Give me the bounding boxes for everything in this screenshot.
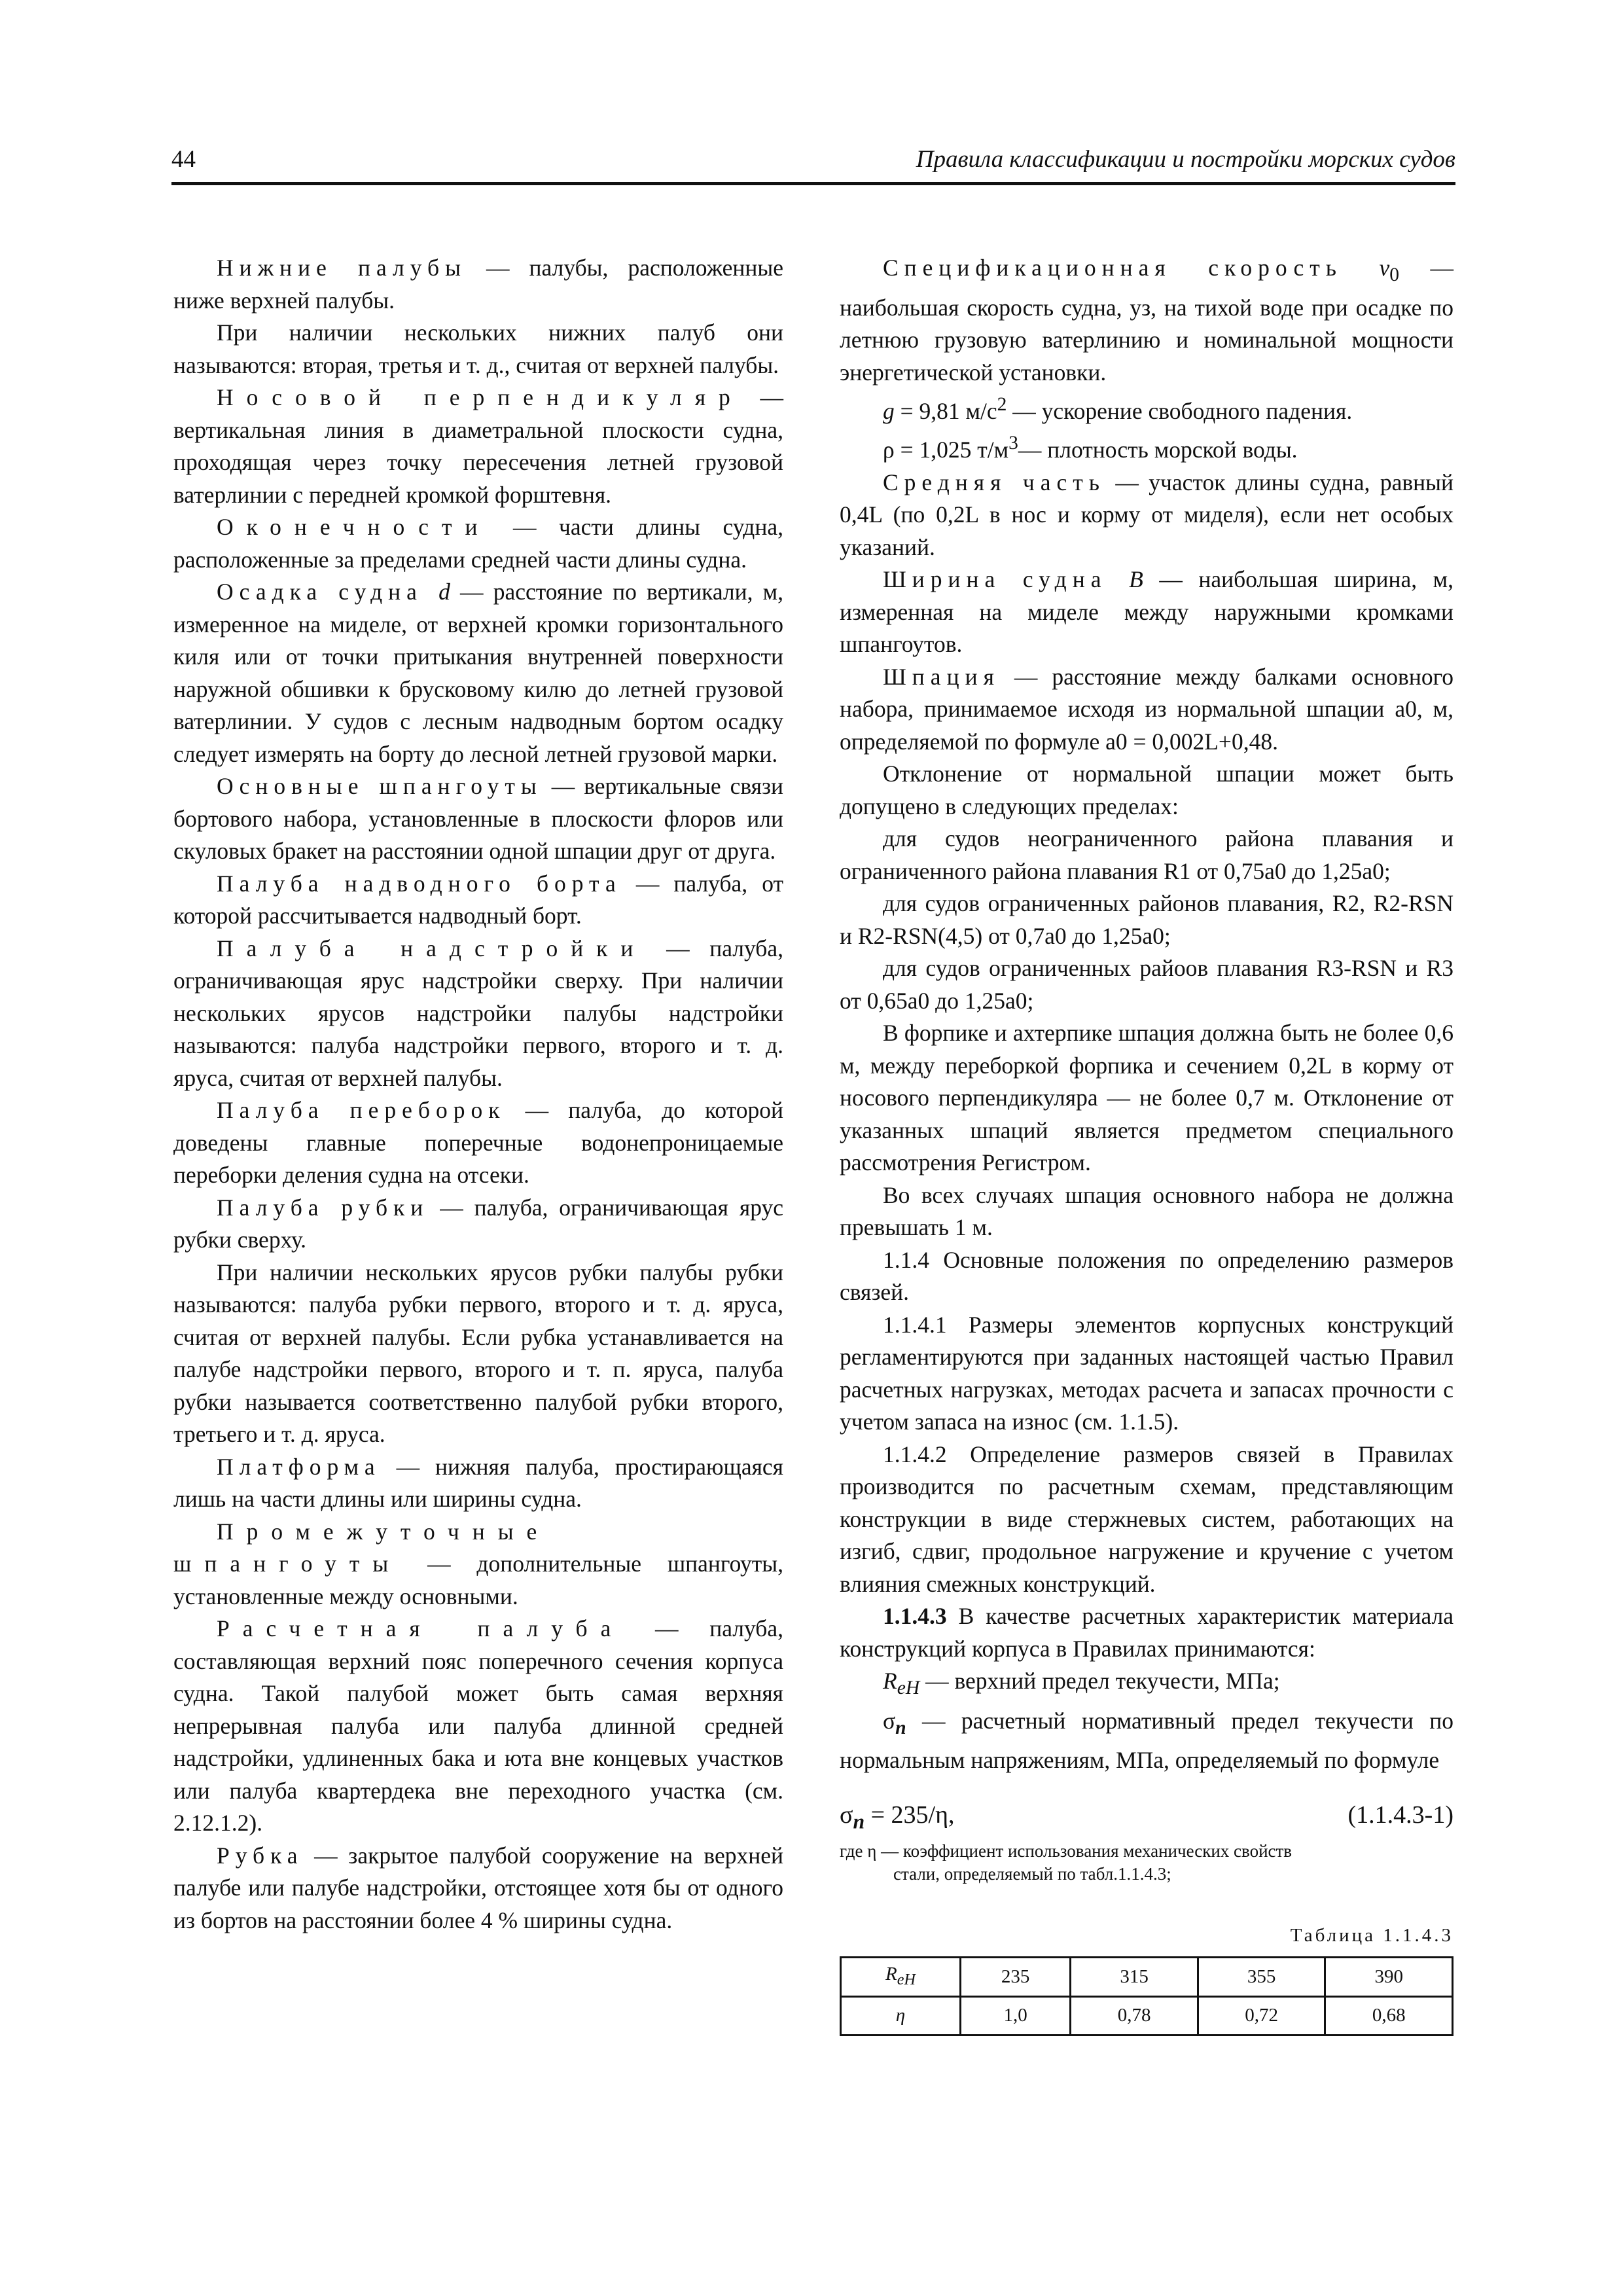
data-table	[840, 1956, 1454, 2036]
paragraph: 1.1.4.1 Размеры элементов корпусных конструкций регламентируются при заданных настоящей частью Правил расчетных нагрузках, методах расчета и запасах прочности с учетом запаса на износ (см. 1.1.5).	[840, 1311, 1454, 1435]
term: Нижние палубы	[217, 255, 467, 281]
term: Палуба надводного борта	[217, 870, 622, 897]
definition-text: — нижняя палуба, простирающаяся лишь на части длины или ширины судна.	[173, 1453, 783, 1512]
definition-paragraph	[173, 1451, 783, 1516]
term: Средняя часть	[883, 469, 1105, 495]
note-line: стали, определяемый по табл.1.1.4.3;	[893, 1863, 1171, 1884]
definition-paragraph	[173, 382, 783, 511]
paragraph	[840, 1600, 1454, 1665]
table-cell: 390	[1325, 1957, 1453, 1996]
table-cell: 315	[1071, 1957, 1198, 1996]
page-header	[171, 145, 1455, 185]
definition-text: — расстояние между балками основного набора, принимаемое исходя из нормальной шпации a0, м, определяемой по формуле a0 = 0,002L+0,48.	[840, 663, 1454, 755]
definition-paragraph	[173, 868, 783, 933]
definition-paragraph	[840, 564, 1454, 661]
definition-paragraph	[173, 252, 783, 317]
formula-subscript: n	[853, 1810, 865, 1833]
table-row-label: η	[841, 1997, 961, 2036]
definition-text: — расстояние по вертикали, м, измеренное на миделе, от верхней кромки горизонтального киля или от точки притыкания внутренней поверхности наружной обшивки к брусковому килю до летней грузовой ватерлинии. У судов с лесным надводным бортом осадку следует измерять на борту до лесной летней грузовой марки.	[173, 579, 784, 767]
table-row	[841, 1997, 1453, 2036]
term: Носовой перпендикуляр	[217, 384, 743, 410]
definition-paragraph	[173, 1094, 783, 1192]
running-title: Правила классификации и постройки морских судов	[916, 146, 1455, 173]
definition-text: — дополнительные шпангоуты, установленные между основными.	[173, 1551, 783, 1609]
table-cell: 0,78	[1071, 1997, 1198, 2036]
term: Расчетная палуба	[217, 1615, 624, 1641]
definition-text: — участок длины судна, равный 0,4L (по 0,2L в нос и корму от миделя), если нет особых указаний.	[840, 469, 1454, 560]
note-line: где η — коэффициент использования механических свойств	[840, 1840, 1293, 1861]
term: Основные шпангоуты	[217, 773, 543, 799]
paragraph-text: В качестве расчетных характеристик материала конструкций корпуса в Правилах принимаются:	[840, 1603, 1454, 1662]
definition-text: — палуба, от которой рассчитывается надводный борт.	[173, 870, 783, 929]
symbol: d	[438, 579, 450, 605]
superscript: 2	[997, 394, 1007, 416]
paragraph: В форпике и ахтерпике шпация должна быть не более 0,6 м, между переборкой форпика и сечением 0,2L в корму от носового перпендикуляра — не более 0,7 м. Отклонение от указанных шпаций является предметом специального рассмотрения Регистром.	[840, 1020, 1454, 1176]
definition-text: — верхний предел текучести, МПа;	[919, 1668, 1280, 1695]
definition-paragraph	[840, 427, 1454, 466]
paragraph: для судов ограниченных районов плавания, R2, R2-RSN и R2-RSN(4,5) от 0,7a0 до 1,25a0;	[840, 890, 1454, 949]
subscript: eH	[897, 1677, 920, 1699]
term: Промежуточные шпангоуты	[173, 1518, 550, 1577]
definition-text: — наибольшая скорость судна, уз, на тихой воде при осадке по летнюю грузовую ватерлинию и номинальной мощности энергетической установки.	[840, 255, 1454, 386]
definition-paragraph	[840, 467, 1454, 564]
definition-paragraph	[840, 389, 1454, 427]
formula-symbol: σ	[840, 1801, 853, 1829]
definition-paragraph	[173, 511, 783, 576]
definition-paragraph	[173, 1840, 783, 1937]
symbol: σ	[883, 1707, 896, 1734]
term: Палуба надстройки	[217, 935, 647, 961]
formula	[840, 1799, 954, 1838]
term: Платформа	[217, 1453, 381, 1480]
symbol: R	[883, 1668, 897, 1695]
subscript: n	[895, 1717, 906, 1738]
symbol: B	[1129, 566, 1143, 593]
value: = 9,81 м/с	[894, 397, 997, 424]
formula-row	[840, 1799, 1454, 1840]
definition-text: — палуба, ограничивающая ярус надстройки сверху. При наличии нескольких ярусов надстройки палубы надстройки называются: палуба надстройки первого, второго и т. д. яруса, считая от верхней палубы.	[173, 935, 783, 1091]
term: Палуба переборок	[217, 1097, 506, 1123]
table-row	[841, 1957, 1453, 1996]
definition-paragraph	[173, 1516, 783, 1613]
definition-paragraph	[840, 661, 1454, 759]
definition-paragraph	[173, 933, 783, 1095]
table-caption: Таблица 1.1.4.3	[1290, 1924, 1454, 1946]
definition-text: — палубы, расположенные ниже верхней палубы.	[173, 255, 783, 314]
table-cell: 0,68	[1325, 1997, 1453, 2036]
term: Шпация	[883, 663, 1000, 690]
section-number: 1.1.4.3	[883, 1603, 947, 1630]
subscript: 0	[1389, 264, 1400, 286]
left-column	[173, 252, 783, 1937]
table-cell: 0,72	[1198, 1997, 1325, 2036]
definition-paragraph	[840, 252, 1454, 389]
symbol: g	[883, 397, 895, 424]
definition-paragraph	[173, 1192, 783, 1257]
definition-text: — палуба, составляющая верхний пояс поперечного сечения корпуса судна. Такой палубой может быть самая верхняя непрерывная палуба или палуба длинной средней надстройки, удлиненных бака и юта вне концевых участков или палуба квартердека вне переходного участка (см. 2.12.1.2).	[173, 1615, 783, 1836]
definition-text: — части длины судна, расположенные за пределами средней части длины судна.	[173, 514, 783, 573]
section-heading: 1.1.4 Основные положения по определению размеров связей.	[840, 1246, 1454, 1306]
definition-paragraph	[173, 1613, 783, 1840]
formula-number: (1.1.4.3-1)	[1347, 1801, 1454, 1829]
paragraph: Отклонение от нормальной шпации может быть допущено в следующих пределах:	[840, 761, 1454, 819]
definition-text: — расчетный нормативный предел текучести по нормальным напряжениям, МПа, определяемый по формуле	[840, 1707, 1454, 1774]
term: Палуба рубки	[217, 1194, 429, 1221]
value: ρ = 1,025 т/м	[883, 437, 1009, 463]
definition-text: — вертикальная линия в диаметральной плоскости судна, проходящая через точку пересечения летней грузовой ватерлинии с передней кромкой форштевня.	[173, 384, 783, 508]
paragraph: При наличии нескольких ярусов рубки палубы рубки называются: палуба рубки первого, второго и т. д. яруса, считая от верхней палубы. Если рубка устанавливается на палубе надстройки первого, второго и т. п. яруса, палуба рубки называется соответственно палубой рубки второго, третьего и т. д. яруса.	[173, 1259, 783, 1447]
term: Рубка	[217, 1842, 304, 1869]
symbol: v	[1379, 255, 1390, 281]
formula-note	[840, 1840, 1454, 1886]
paragraph: для судов неограниченного района плавания и ограниченного района плавания R1 от 0,75a0 до 1,25a0;	[840, 825, 1454, 884]
term: Оконечности	[217, 514, 491, 540]
definition-text: — ускорение свободного падения.	[1007, 397, 1353, 424]
paragraph: 1.1.4.2 Определение размеров связей в Правилах производится по расчетным схемам, представляющим конструкции в виде стержневых систем, работающих на изгиб, сдвиг, продольное нагружение и кручение с учетом влияния смежных конструкций.	[840, 1441, 1454, 1597]
term: Осадка судна	[217, 579, 439, 605]
definition-text: — вертикальные связи бортового набора, установленные в плоскости флоров или скуловых бракет на расстоянии одной шпации друг от друга.	[173, 773, 783, 864]
table-row-label: $R_{eH}$	[841, 1957, 961, 1996]
term: Спецификационная скорость	[883, 255, 1380, 281]
definition-text: — закрытое палубой сооружение на верхней палубе или палубе надстройки, отстоящее хотя бы от одного из бортов на расстоянии более 4 % ширины судна.	[173, 1842, 783, 1933]
paragraph: для судов ограниченных райоов плавания R3-RSN и R3 от 0,65a0 до 1,25a0;	[840, 955, 1454, 1014]
paragraph	[840, 1665, 1454, 1705]
definition-text: — палуба, ограничивающая ярус рубки сверху.	[173, 1194, 783, 1253]
term: Ширина судна	[883, 566, 1130, 593]
formula-expression: = 235/η,	[865, 1801, 955, 1829]
definition-text: — плотность морской воды.	[1018, 437, 1298, 463]
definition-text: — палуба, до которой доведены главные поперечные водонепроницаемые переборки деления судна на отсеки.	[173, 1097, 784, 1188]
paragraph: При наличии нескольких нижних палуб они называются: вторая, третья и т. д., считая от верхней палубы.	[173, 319, 783, 378]
paragraph	[840, 1705, 1454, 1777]
definition-text: — наибольшая ширина, м, измеренная на миделе между наружными кромками шпангоутов.	[840, 566, 1454, 658]
definition-paragraph	[173, 576, 783, 770]
page-number: 44	[171, 146, 196, 173]
right-column	[840, 252, 1454, 2036]
table-cell: 235	[961, 1957, 1071, 1996]
superscript: 3	[1008, 433, 1018, 454]
table-cell: 1,0	[961, 1997, 1071, 2036]
paragraph: Во всех случаях шпация основного набора не должна превышать 1 м.	[840, 1181, 1454, 1241]
definition-paragraph	[173, 770, 783, 868]
table-cell: 355	[1198, 1957, 1325, 1996]
